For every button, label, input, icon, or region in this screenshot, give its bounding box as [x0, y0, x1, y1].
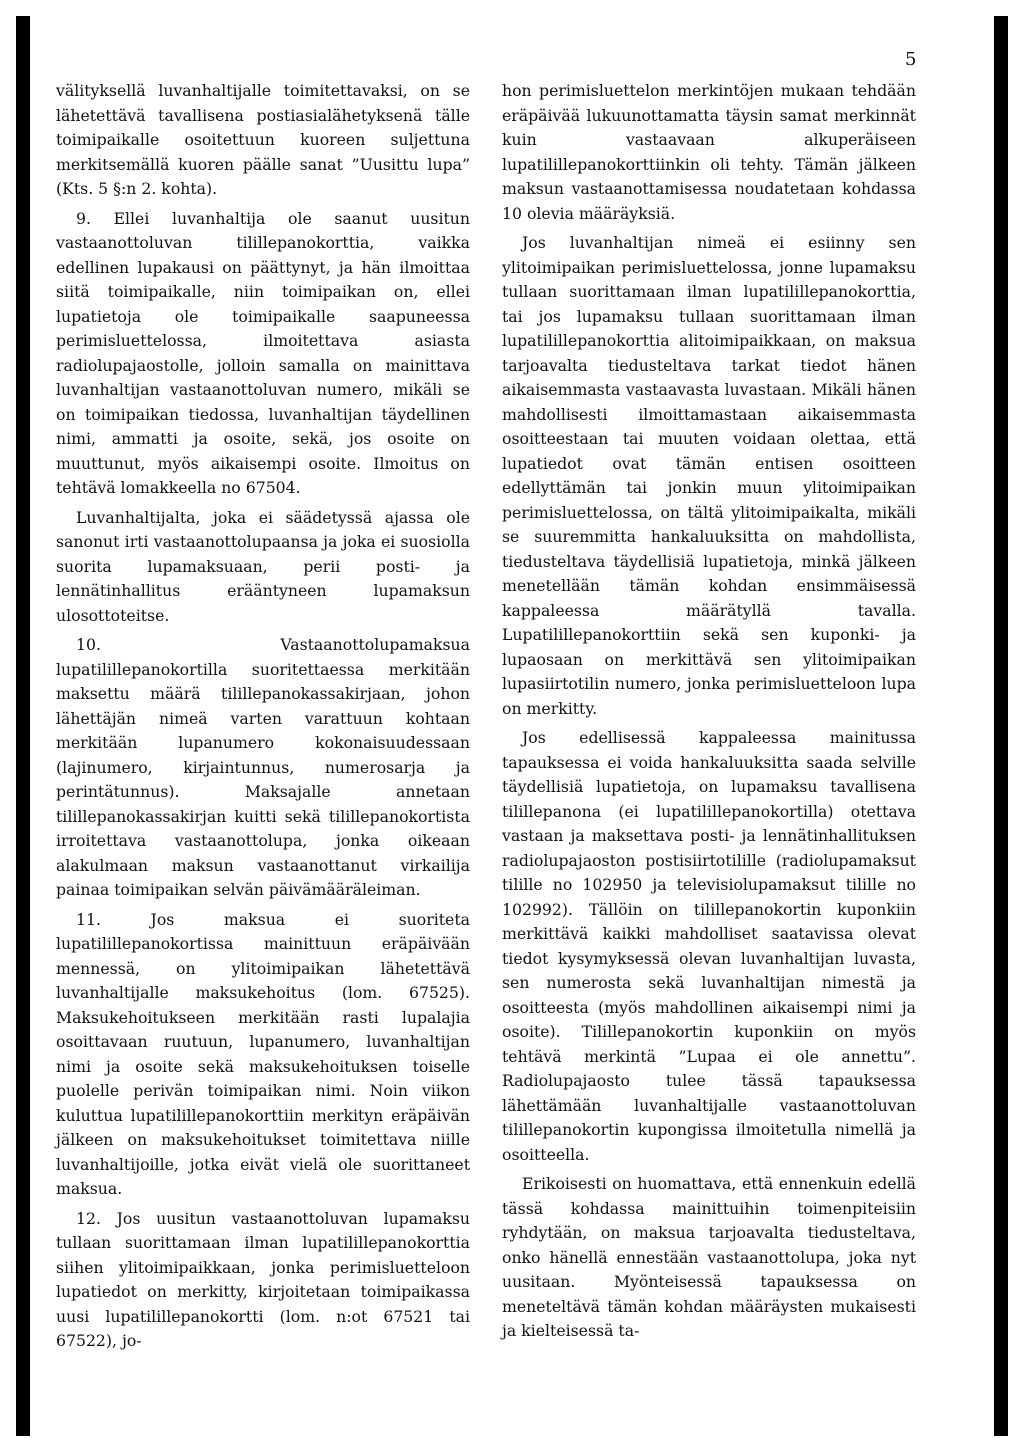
paragraph-left-1: välityksellä luvanhaltijalle toimitettavaksi, on se lähetettävä tavallisena postiasialähetyksenä tälle toimipaikalle osoitettuun kuoreen suljettuna merkitsemällä kuoren päälle sanat ”Uusittu lupa” (Kts. 5 §:n 2. kohta).: [56, 81, 470, 198]
right-margin-bar: [994, 16, 1008, 1436]
left-margin-bar: [16, 16, 30, 1436]
paragraph-right-4: Erikoisesti on huomattava, että ennenkuin edellä tässä kohdassa mainittuihin toimenpiteisiin ryhdytään, on maksua tarjoavalta tiedusteltava, onko hänellä ennestään vastaanottolupa, joka nyt uusitaan. Myönteisessä tapauksessa on meneteltävä tämän kohdan määräysten mukaisesti ja kielteisessä ta-: [502, 1174, 916, 1340]
left-text-column: [56, 79, 470, 1354]
paragraph-left-2: 9. Ellei luvanhaltija ole saanut uusitun vastaanottoluvan tilillepanokorttia, vaikka edellinen lupakausi on päättynyt, ja hän ilmoittaa siitä toimipaikalle, niin toimipaikan on, ellei lupatietoja ole toimipaikalle saapuneessa perimisluettelossa, ilmoitettava asiasta radiolupajaostolle, jolloin samalla on mainittava luvanhaltijan vastaanottoluvan numero, mikäli se on toimipaikan tiedossa, luvanhaltijan täydellinen nimi, ammatti ja osoite, sekä, jos osoite on muuttunut, myös aikaisempi osoite. Ilmoitus on tehtävä lomakkeella no 67504.: [56, 208, 470, 497]
paragraph-right-3: Jos edellisessä kappaleessa mainitussa tapauksessa ei voida hankaluuksitta saada selville täydellisiä lupatietoja, on lupamaksu tavallisena tilillepanona (ei lupatilillepanokortilla) otettava vastaan ja maksettava posti- ja lennätinhallituksen radiolupajaoston postisiirtotilille (radiolupamaksut tilille no 102950 ja televisiolupamaksut tilille no 102992). Tällöin on tilillepanokortin kuponkiin merkittävä kaikki mahdolliset saatavissa olevat tiedot kysymyksessä olevan luvanhaltijan luvasta, sen numerosta sekä luvanhaltijan nimestä ja osoitteesta (myös mahdollinen aikaisempi nimi ja osoite). Tilillepanokortin kuponkiin on myös tehtävä merkintä ”Lupaa ei ole annettu”. Radiolupajaosto tulee tässä tapauksessa lähettämään luvanhaltijalle vastaanottoluvan tilillepanokortin kupongissa ilmoitetulla nimellä ja osoitteella.: [502, 728, 916, 1164]
paragraph-left-3: Luvanhaltijalta, joka ei säädetyssä ajassa ole sanonut irti vastaanottolupaansa ja joka ei suosiolla suorita lupamaksuaan, perii posti- ja lennätinhallitus erääntyneen lupamaksun ulosottoteitse.: [56, 507, 470, 625]
paragraph-left-6: 12. Jos uusitun vastaanottoluvan lupamaksu tullaan suorittamaan ilman lupatilillepanokorttia siihen ylitoimipaikkaan, jonka perimisluetteloon lupatiedot on merkitty, kirjoitetaan toimipaikassa uusi lupatilillepanokortti (lom. n:ot 67521 tai 67522), jo-: [56, 1208, 470, 1350]
paragraph-right-2: Jos luvanhaltijan nimeä ei esiinny sen ylitoimipaikan perimisluettelossa, jonne lupamaksu tullaan suorittamaan ilman lupatilillepanokorttia, tai jos lupamaksu tullaan suorittamaan ilman lupatilillepanokorttia alitoimipaikkaan, on maksua tarjoavalta tiedusteltava tarkat tiedot hänen aikaisemmasta vastaavasta luvastaan. Mikäli hänen mahdollisesti ilmoittamastaan aikaisemmasta osoitteestaan tai muuten voidaan olettaa, että lupatiedot ovat tämän entisen osoitteen edellyttämän tai jonkin muun ylitoimipaikan perimisluettelossa, on tältä ylitoimipaikalta, mikäli se suuremmitta hankaluuksitta on mahdollista, tiedusteltava täydellisiä lupatietoja, minkä jälkeen menetellään tämän kohdan ensimmäisessä kappaleessa määrätyllä tavalla. Lupatilillepanokorttiin sekä sen kuponki- ja lupaosaan on merkittävä sen ylitoimipaikan lupasiirtotilin numero, jonka perimisluetteloon lupa on merkitty.: [502, 233, 916, 718]
paragraph-right-1: hon perimisluettelon merkintöjen mukaan tehdään eräpäivää lukuunottamatta täysin samat merkinnät kuin vastaavaan alkuperäiseen lupatilillepanokorttiinkin oli tehty. Tämän jälkeen maksun vastaanottamisessa noudatetaan kohdassa 10 olevia määräyksiä.: [502, 81, 916, 223]
page-number: 5: [905, 49, 917, 70]
right-text-column: [502, 79, 916, 1344]
paragraph-left-4: 10. Vastaanottolupamaksua lupatilillepanokortilla suoritettaessa merkitään maksettu määrä tilillepanokassakirjaan, johon lähettäjän nimeä varten varattuun kohtaan merkitään lupanumero kokonaisuudessaan (lajinumero, kirjaintunnus, numerosarja ja perintätunnus). Maksajalle annetaan tilillepanokassakirjan kuitti sekä tilillepanokortista irroitettava vastaanottolupa, jonka oikeaan alakulmaan maksun vastaanottanut virkailija painaa toimipaikan selvän päivämääräleiman.: [56, 635, 470, 899]
paragraph-left-5: 11. Jos maksua ei suoriteta lupatilillepanokortissa mainittuun eräpäivään mennessä, on ylitoimipaikan lähetettävä luvanhaltijalle maksukehoitus (lom. 67525). Maksukehoitukseen merkitään rasti lupalajia osoittavaan ruutuun, lupanumero, luvanhaltijan nimi ja osoite sekä maksukehoituksen toiselle puolelle perivän toimipaikan nimi. Noin viikon kuluttua lupatilillepanokorttiin merkityn eräpäivän jälkeen on maksukehoitukset toimitettava niille luvanhaltijoille, jotka eivät vielä ole suorittaneet maksua.: [56, 909, 470, 1198]
